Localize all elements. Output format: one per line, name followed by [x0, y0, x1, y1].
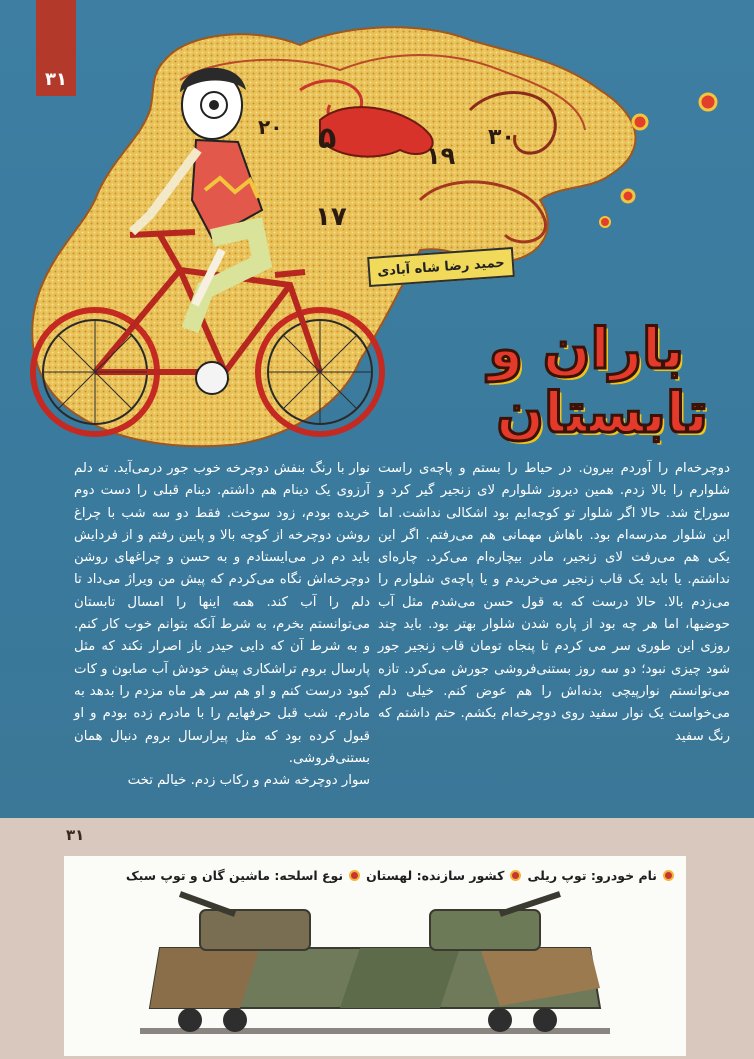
bullet-icon: [510, 870, 521, 881]
vehicle-country: کشور سازنده: لهستان: [366, 868, 505, 883]
page-number-tab: ۳۱: [36, 0, 76, 96]
red-dot: [700, 94, 716, 110]
author-label: حمید رضا شاه آبادی: [367, 247, 515, 287]
article-paragraph: نوار با رنگ بنفش دوچرخه خوب جور درمی‌آید. ته دلم آرزوی یک دینام هم داشتم. دینام قبلی را دست دوم خریده بودم، زود سوخت. فقط دو سه شب با چراغ روشن دوچرخه از کوچه بالا و پایین رفتم و از فردایش باید دم در می‌ایستادم و به حسن و چراغهای روشن دوچرخه‌اش نگاه می‌کردم که پیش من ویراژ می‌داد تا دلم را آب کند. همه اینها را امسال تابستان می‌توانستم بخرم، به شرط آنکه بتوانم خوب کار کنم. و به شرط آن که دایی حیدر باز اصرار نکند که مثل پارسال بروم تراشکاری پیش خودش آب صابون و کات کبود درست کنم و او هم سر هر ماه مزدم را بدهد به مادرم. شب قبل حرفهایم را با مادرم زده بودم و او قبول کرده بود که مثل پیرارسال بروم دنبال همان بستنی‌فروشی.: [74, 461, 370, 766]
vehicle-weapons: نوع اسلحه: ماشین گان و توپ سبک: [125, 868, 344, 883]
vehicle-info-row: [126, 868, 674, 883]
bottom-page-number: ۳۱: [66, 826, 85, 844]
bullet-icon: [663, 870, 674, 881]
article-title-line-1: باران و: [488, 317, 684, 382]
illustration-number: ۵: [318, 121, 337, 156]
article-paragraph: دوچرخه‌ام را آوردم بیرون. در حیاط را بستم و پاچه‌ی راست شلوارم را بالا زدم. همین دیروز شلوارم لای زنجیر گیر کرد و سوراخ شد. حالا اگر شلوار تو کوچه‌ایم بود اشکالی نداشت. اما این شلوار مدرسه‌ام بود. باهاش مهمانی هم می‌رفتم. اگر این یکی هم می‌رفت لای زنجیر، مادر بیچاره‌ام می‌کرد. چاره‌ای نداشتم. یا باید یک قاب زنجیر می‌خریدم و یا پاچه‌ی شلوارم را می‌زدم بالا. حالا درست که به قول حسن می‌شدم مثل آب حوضیها، اما هر چه بود از پاره شدن شلوار بهتر بود. باید چند روزی این طوری سر می کردم تا پنجاه تومان قاب زنجیر جور شود چیزی نبود؛ دو سه روز بستنی‌فروشی جورش می‌کرد. تازه می‌توانستم نوارپیچی بدنه‌اش را هم عوض کنم. خیلی دلم می‌خواست یک نوار سفید روی دوچرخه‌ام بکشم. حتم داشتم که رنگ سفید: [378, 461, 730, 744]
shoe: [196, 362, 228, 394]
red-dot: [633, 115, 647, 129]
article-column-left: [74, 458, 370, 804]
illustration-number: ۲۰: [258, 115, 283, 139]
vehicle-name: نام خودرو: توپ ریلی: [527, 868, 657, 883]
article-title-line-2: تابستان: [496, 381, 708, 446]
armored-rail-car-image: [140, 888, 610, 1048]
illustration-number: ۳۰: [488, 125, 515, 150]
red-dot: [622, 190, 634, 202]
red-dot: [600, 217, 610, 227]
illustration-number: ۱۷: [315, 202, 347, 232]
article-paragraph: سوار دوچرخه شدم و رکاب زدم. خیالم تخت: [127, 773, 370, 789]
illustration-number: ۱۹: [426, 142, 456, 170]
article-column-right: [378, 458, 730, 804]
bullet-icon: [349, 870, 360, 881]
